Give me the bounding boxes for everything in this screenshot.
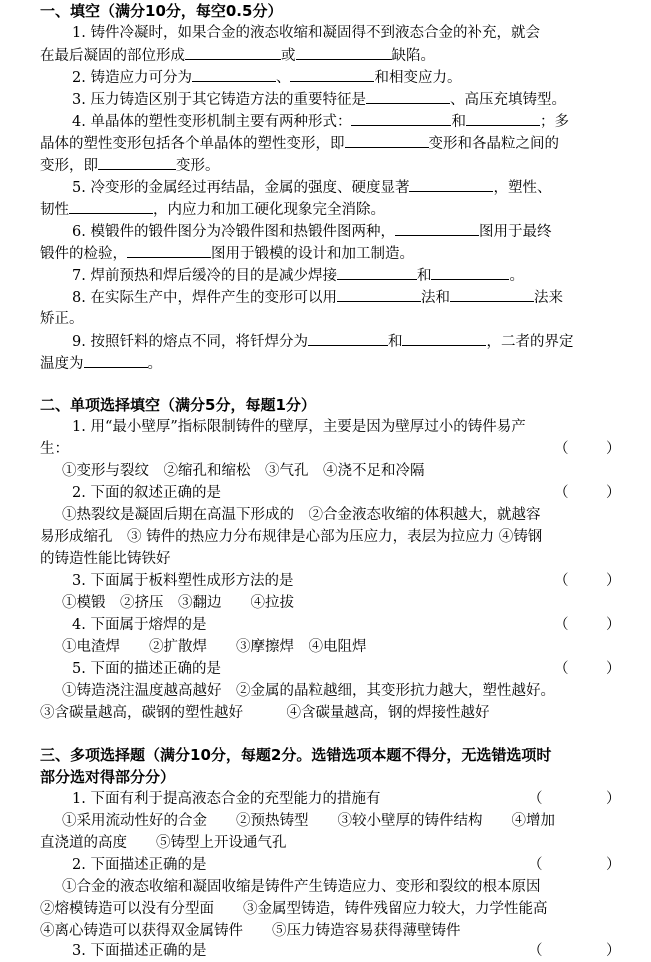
section1-title: 一、填空（满分10分，每空0.5分） (40, 2, 283, 20)
blank[interactable] (290, 66, 374, 82)
s2-q2: 2. 下面的叙述正确的是 （ ） (72, 482, 626, 504)
blank[interactable] (296, 44, 392, 60)
s2-q3-options: ①模锻 ②挤压 ③翻边 ④拉拔 (62, 595, 294, 611)
s1-q1-line2: 在最后凝固的部位形成 或 缺陷。 (40, 44, 626, 66)
s1-q5-line2: 韧性 ，内应力和加工硬化现象完全消除。 (40, 198, 626, 220)
s2-q2-options-line1: ①热裂纹是凝固后期在高温下形成的 ②合金液态收缩的体积越大，就越容 (62, 507, 541, 523)
s1-q4-line3: 变形，即 变形。 (40, 154, 626, 176)
s3-q1-options-line1: ①采用流动性好的合金 ②预热铸型 ③较小壁厚的铸件结构 ④增加 (62, 813, 555, 829)
answer-paren-open: （ (554, 441, 569, 457)
answer-paren-open: （ (554, 661, 569, 677)
s3-q2: 2. 下面描述正确的是 （ ） (72, 854, 626, 876)
s1-q7: 7. 焊前预热和焊后缓冷的目的是减少焊接 和 。 (72, 264, 626, 286)
s3-q2-options-line2: ②熔模铸造可以没有分型面 ③金属型铸造，铸件残留应力较大，力学性能高 (40, 901, 548, 917)
answer-paren-close: ） (606, 441, 621, 457)
s2-q4: 4. 下面属于熔焊的是 （ ） (72, 614, 626, 636)
answer-paren-close: ） (606, 857, 621, 873)
blank[interactable] (466, 110, 540, 126)
blank[interactable] (402, 330, 486, 346)
blank[interactable] (450, 286, 534, 302)
answer-paren-close: ） (606, 791, 621, 807)
s2-q3: 3. 下面属于板料塑性成形方法的是 （ ） (72, 570, 626, 592)
answer-paren-open: （ (554, 617, 569, 633)
s3-q1: 1. 下面有利于提高液态合金的充型能力的措施有 （ ） (72, 788, 626, 810)
s2-q5-options-line1: ①铸造浇注温度越高越好 ②金属的晶粒越细，其变形抗力越大，塑性越好。 (62, 683, 555, 699)
s1-q8-line1: 8. 在实际生产中，焊件产生的变形可以用 法和 法来 (72, 286, 626, 308)
s3-q1-options-line2: 直浇道的高度 ⑤铸型上开设通气孔 (40, 835, 287, 851)
s2-q1-options: ①变形与裂纹 ②缩孔和缩松 ③气孔 ④浇不足和冷隔 (62, 463, 425, 479)
s3-q2-options-line1: ①合金的液态收缩和凝固收缩是铸件产生铸造应力、变形和裂纹的根本原因 (62, 879, 541, 895)
s1-q4-line2: 晶体的塑性变形包括各个单晶体的塑性变形，即 变形和各晶粒之间的 (40, 132, 626, 154)
s3-q3: 3. 下面描述正确的是 （ ） (72, 940, 626, 962)
s2-q4-options: ①电渣焊 ②扩散焊 ③摩擦焊 ④电阻焊 (62, 639, 367, 655)
blank[interactable] (366, 88, 450, 104)
blank[interactable] (337, 286, 421, 302)
answer-paren-open: （ (528, 943, 543, 959)
answer-paren-open: （ (528, 791, 543, 807)
s2-q2-options-line2: 易形成缩孔 ③ 铸件的热应力分布规律是心部为压应力，表层为拉应力 ④铸钢 (40, 529, 543, 545)
answer-paren-close: ） (606, 943, 621, 959)
answer-paren-close: ） (606, 617, 621, 633)
blank[interactable] (337, 264, 417, 280)
s3-q2-options-line3: ④离心铸造可以获得双金属铸件 ⑤压力铸造容易获得薄壁铸件 (40, 923, 461, 939)
s1-q6-line1: 6. 模锻件的锻件图分为冷锻件图和热锻件图两种， 图用于最终 (72, 220, 626, 242)
blank[interactable] (185, 44, 281, 60)
blank[interactable] (345, 132, 429, 148)
s1-q8-line2: 矫正。 (40, 311, 84, 327)
section3-title-line2: 部分选对得部分分） (40, 768, 176, 786)
blank[interactable] (192, 66, 276, 82)
s2-q1-line2: 生： （ ） (40, 438, 626, 460)
section2-title: 二、单项选择填空（满分5分，每题1分） (40, 396, 316, 414)
answer-paren-close: ） (606, 661, 621, 677)
answer-paren-close: ） (606, 573, 621, 589)
s1-q9-line2: 温度为 。 (40, 352, 626, 374)
blank[interactable] (127, 242, 211, 258)
s2-q1-line1: 1. 用“最小壁厚”指标限制铸件的壁厚，主要是因为壁厚过小的铸件易产 (72, 419, 526, 435)
s1-q1-line1: 1. 铸件冷凝时，如果合金的液态收缩和凝固得不到液态合金的补充，就会 (72, 25, 540, 41)
answer-paren-close: ） (606, 485, 621, 501)
s1-q3: 3. 压力铸造区别于其它铸造方法的重要特征是 、高压充填铸型。 (72, 88, 626, 110)
s1-q5-line1: 5. 冷变形的金属经过再结晶，金属的强度、硬度显著 ，塑性、 (72, 176, 626, 198)
blank[interactable] (308, 330, 388, 346)
s2-q5-options-line2: ③含碳量越高，碳钢的塑性越好 ④含碳量越高，钢的焊接性越好 (40, 705, 490, 721)
blank[interactable] (395, 220, 479, 236)
s1-q4-line1: 4. 单晶体的塑性变形机制主要有两种形式： 和 ；多 (72, 110, 626, 132)
answer-paren-open: （ (554, 573, 569, 589)
s1-q2: 2. 铸造应力可分为 、 和相变应力。 (72, 66, 626, 88)
s2-q2-options-line3: 的铸造性能比铸铁好 (40, 551, 171, 567)
blank[interactable] (409, 176, 493, 192)
blank[interactable] (84, 352, 148, 368)
section3-title-line1: 三、多项选择题（满分10分，每题2分。选错选项本题不得分，无选错选项时 (40, 746, 552, 764)
blank[interactable] (98, 154, 176, 170)
answer-paren-open: （ (528, 857, 543, 873)
answer-paren-open: （ (554, 485, 569, 501)
blank[interactable] (431, 264, 509, 280)
s1-q9-line1: 9. 按照钎料的熔点不同，将钎焊分为 和 ，二者的界定 (72, 330, 626, 352)
s2-q5: 5. 下面的描述正确的是 （ ） (72, 658, 626, 680)
s1-q6-line2: 锻件的检验， 图用于锻模的设计和加工制造。 (40, 242, 626, 264)
blank[interactable] (69, 198, 153, 214)
blank[interactable] (351, 110, 451, 126)
